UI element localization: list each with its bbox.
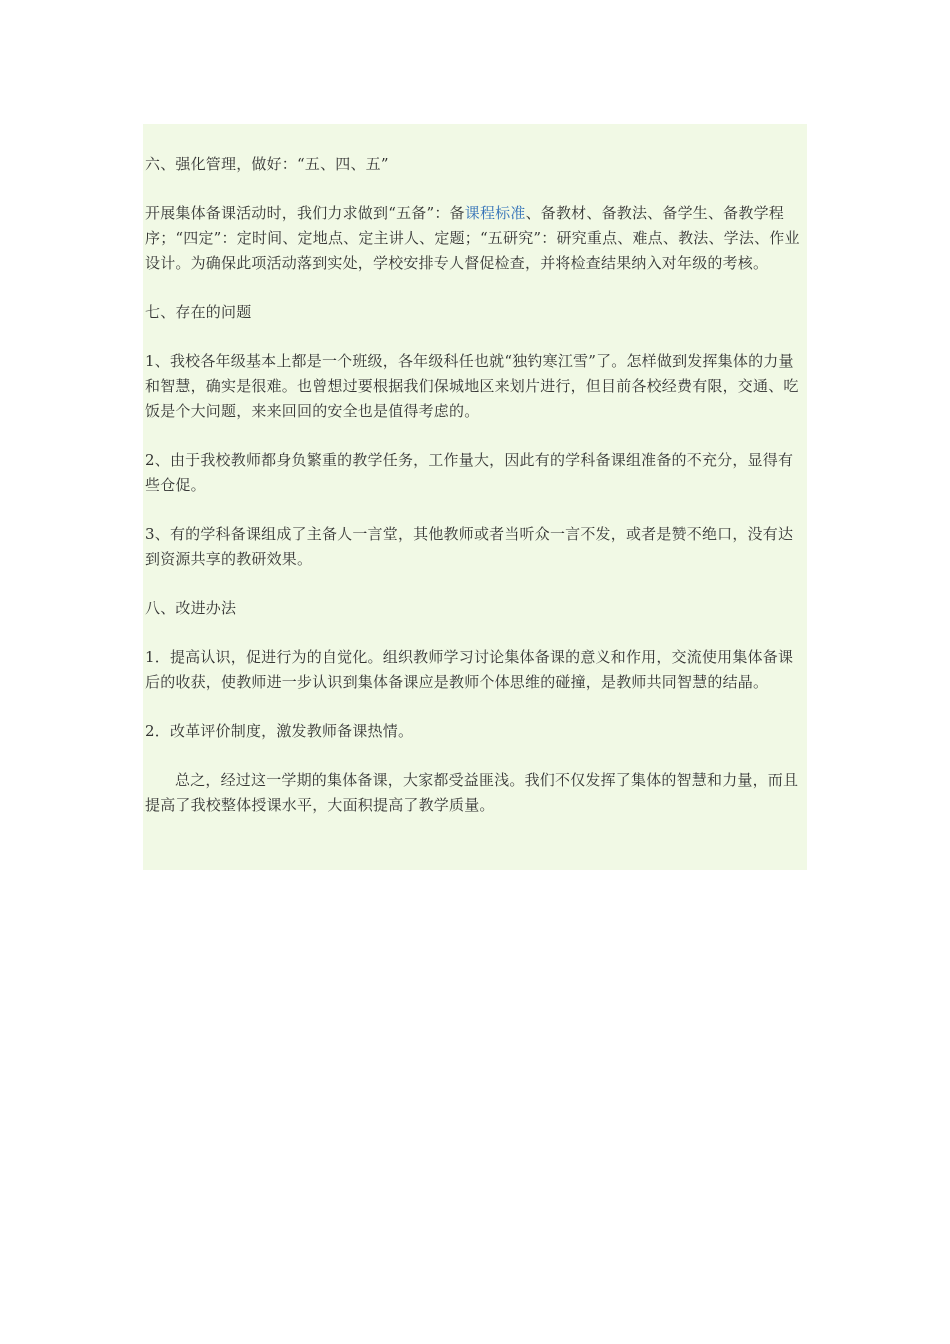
improvement-item-2: 2．改革评价制度，激发教师备课热情。 (145, 722, 414, 740)
problem-item-2: 2、由于我校教师都身负繁重的教学任务，工作量大，因此有的学科备课组准备的不充分，显得有些仓促。 (145, 451, 794, 494)
section-6-paragraph (145, 201, 807, 276)
section-6-heading: 六、强化管理，做好：“五、四、五” (145, 155, 389, 173)
section-8-heading: 八、改进办法 (145, 599, 237, 617)
conclusion-paragraph: 总之，经过这一学期的集体备课，大家都受益匪浅。我们不仅发挥了集体的智慧和力量，而且提高了我校整体授课水平，大面积提高了教学质量。 (145, 771, 799, 814)
curriculum-standard-link[interactable]: 课程标准 (464, 204, 526, 222)
problem-item-3: 3、有的学科备课组成了主备人一言堂，其他教师或者当听众一言不发，或者是赞不绝口，没有达到资源共享的教研效果。 (145, 525, 794, 568)
document-body (143, 124, 807, 870)
problem-item-1: 1、我校各年级基本上都是一个班级，各年级科任也就“独钓寒江雪”了。怎样做到发挥集体的力量和智慧，确实是很难。也曾想过要根据我们保城地区来划片进行，但目前各校经费有限，交通、吃饭是个大问题，来来回回的安全也是值得考虑的。 (145, 352, 799, 420)
section-6-text-before-link: 开展集体备课活动时，我们力求做到“五备”：备 (145, 204, 465, 222)
section-6-text-after-link: 、备教材、备教法、备学生、备教学程序；“四定”：定时间、定地点、定主讲人、定题；“五研究”：研究重点、难点、教法、学法、作业设计。为确保此项活动落到实处，学校安排专人督促检查，并将检查结果纳入对年级的考核。 (145, 204, 800, 272)
improvement-item-1: 1．提高认识，促进行为的自觉化。组织教师学习讨论集体备课的意义和作用，交流使用集体备课后的收获，使教师进一步认识到集体备课应是教师个体思维的碰撞，是教师共同智慧的结晶。 (145, 648, 794, 691)
section-7-heading: 七、存在的问题 (145, 303, 252, 321)
